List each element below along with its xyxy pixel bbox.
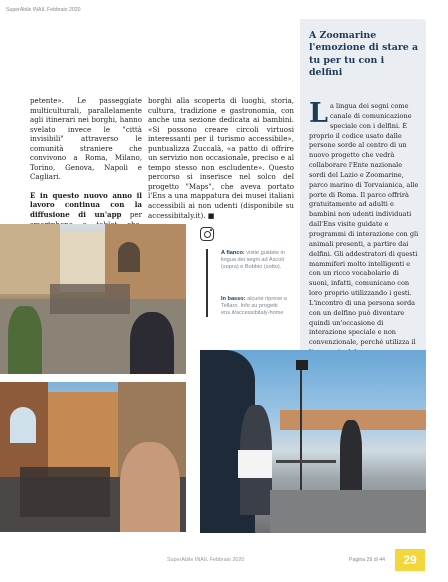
- running-header: SuperAbile INAIL Febbraio 2020: [6, 7, 81, 13]
- caption-label: In basso:: [221, 296, 246, 302]
- sidebar-title: A Zoomarine l'emozione di stare a tu per tu con i delfini: [309, 30, 419, 78]
- article-paragraph: borghi alla scoperta di luoghi, storia, cultura, tradizione e gastronomia, con anche una sezione dedicata ai bambini. «Si possono creare circoli virtuosi interessanti per il turismo accessibile», puntualizza Zuccalà, «a patto di offrire un servizio non occasionale, preciso e al tempo stesso non escludente». Questo percorso si inserisce nel solco del progetto "Maps", che aveva portato l'Ens a una mappatura dei musei italiani accessibili ai non udenti (disponibile su accessibitaly.it). ■: [148, 96, 294, 220]
- article-lead-bold: E in questo nuovo anno il lavoro continua con la diffusione di un'app: [30, 190, 142, 220]
- footer-page-of: Pagina 29 di 44: [349, 557, 386, 563]
- footer-magazine: SuperAbile INAIL Febbraio 2020: [167, 557, 245, 563]
- instagram-icon: [200, 227, 214, 241]
- caption-below: [221, 296, 293, 318]
- photo-ascoli-tour: [0, 224, 186, 374]
- page-footer: [0, 545, 448, 582]
- zoomarine-sidebar: [300, 19, 426, 366]
- article-lead-rest: per: [129, 210, 142, 220]
- article-paragraph: petente». Le passeggiate multiculturali, parallelamente agli itinerari nei borghi, hanno svelato invece le "città invisibili" attraverso le comunità straniere che convivono a Roma, Milano, Torino, Genova, Napoli e Cagliari.: [30, 96, 142, 182]
- caption-label: A fianco:: [221, 250, 245, 256]
- sidebar-body: a lingua dei segni come canale di comunicazione speciale con i delfini. È proprio il codice usato dalle persone sorde al centro di un nuovo progetto che vedrà collaborare l'Ente nazionale sordi del Lazio e Zoomarine, parco marino di Torvaianica, alle porte di Roma. Il parco offrirà gratuitamente ad adulti e bambini non udenti individuati dall'Ens visite guidate e programmi di interazione con gli animali presenti, a partire dai delfini. Gli addestratori di questi mammiferi molto intelligenti e con un ricco vocabolario di suoni, infatti, comunicano con loro proprio utilizzando i gesti. L'incontro di una persona sorda con un delfino può diventare quindi un'occasione di interazione speciale e non convenzionale, perché utilizza il: [309, 102, 419, 347]
- caption-rule: [206, 249, 208, 317]
- page-number-badge: 29: [395, 549, 425, 571]
- photo-tellaro-shooting: [200, 350, 426, 533]
- caption-text: visite guidate in lingua dei segni ad Ascoli (sopra) e Bobbio (sotto).: [221, 250, 285, 271]
- caption-text: alcune riprese a Tellaro. Info su progetti ens.it/accessibitaly-home: [221, 296, 287, 317]
- photo-bobbio-tour: [0, 382, 186, 532]
- article-column-2: [148, 96, 294, 220]
- caption-above: [221, 250, 293, 272]
- drop-cap: L: [309, 98, 328, 129]
